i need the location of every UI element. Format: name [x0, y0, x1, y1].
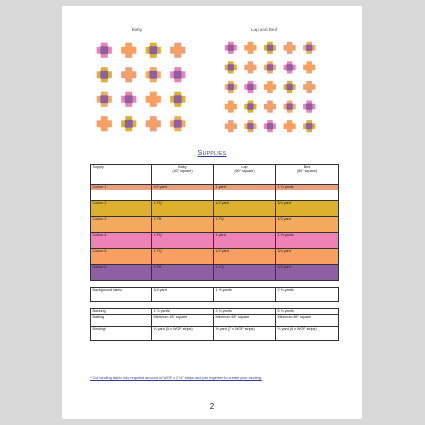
cell-bed: ⅔ yard (9 x WOF strips) [276, 327, 339, 341]
header-supply: Supply [91, 165, 152, 185]
cell-lap: 1/2 yard [214, 201, 276, 217]
table-row-colour-4 [91, 233, 339, 249]
cell-lap: 1 FQ [214, 265, 276, 281]
table-row-binding [91, 327, 339, 341]
cell-baby: 1 FB [152, 265, 214, 281]
quilt-block-centre [267, 103, 273, 109]
quilt-preview-baby [92, 38, 190, 136]
quilt-block-centre [228, 123, 234, 129]
cell-baby: 1 FB [152, 217, 214, 233]
quilt-block-centre [286, 64, 292, 70]
quilt-block-centre [149, 46, 157, 54]
table-row-colour-6 [91, 265, 339, 281]
cell-name: Colour 5 [91, 249, 152, 265]
quilt-block-centre [174, 120, 182, 128]
table-row-background [91, 288, 339, 302]
header-bed-label: Bed [303, 165, 311, 169]
cell-bed: 3/4 yard [276, 249, 339, 265]
quilt-block-centre [174, 71, 182, 79]
cell-name: Colour 2 [91, 201, 152, 217]
quilt-block-centre [247, 123, 253, 129]
header-baby-label: Baby [178, 165, 187, 169]
cell-name: Colour 6 [91, 265, 152, 281]
cell-name: Binding* [91, 327, 152, 341]
cell-lap: 1 FQ [214, 217, 276, 233]
header-lap [214, 165, 276, 185]
cell-baby: 1 FQ [152, 249, 214, 265]
header-bed-size: (80" square) [296, 169, 318, 174]
cell-bed: 5 ¾ yards [276, 309, 339, 315]
page-number: 2 [209, 402, 215, 411]
quilt-block-centre [100, 46, 108, 54]
quilt-block-centre [125, 120, 133, 128]
cell-bed: 3/4 yard [276, 201, 339, 217]
supplies-heading: Supplies [197, 150, 227, 157]
cell-lap: 3 ¾ yards [214, 309, 276, 315]
cell-name: Colour 4 [91, 233, 152, 249]
quilt-block-centre [267, 64, 273, 70]
cell-lap: 1/2 yard [214, 249, 276, 265]
quilt-label-lap-bed: Lap and Bed [250, 27, 278, 32]
cell-lap: 1 yard [214, 233, 276, 249]
quilt-block-centre [125, 95, 133, 103]
cell-baby: 3/4 yard [152, 288, 214, 302]
quilt-block-centre [100, 120, 108, 128]
quilt-block-centre [306, 123, 312, 129]
cell-name: Colour 1 [91, 185, 152, 201]
quilt-block-centre [306, 64, 312, 70]
quilt-block-centre [267, 45, 273, 51]
quilt-block-centre [286, 45, 292, 51]
cell-name: Colour 3 [91, 217, 152, 233]
quilt-block-centre [228, 45, 234, 51]
table-spacer [91, 302, 339, 309]
header-baby-size: (40" square) [172, 169, 193, 174]
header-baby [152, 165, 214, 185]
pattern-page [62, 6, 362, 419]
quilt-block-centre [174, 46, 182, 54]
cell-baby: 1 FQ [152, 201, 214, 217]
quilt-block-centre [247, 103, 253, 109]
quilt-block-centre [125, 71, 133, 79]
quilt-block-centre [267, 84, 273, 90]
cell-baby: 1 ¼ yards [152, 309, 214, 315]
table-row-colour-1 [91, 185, 339, 201]
cell-bed: 1/2 yard [276, 217, 339, 233]
spacer-cell [91, 302, 339, 309]
quilt-block-centre [100, 95, 108, 103]
quilt-block-centre [306, 45, 312, 51]
cell-lap: 1 yard [214, 185, 276, 201]
quilt-block-centre [100, 71, 108, 79]
cell-lap: 1 ½ yards [214, 288, 276, 302]
spacer-cell [91, 281, 339, 288]
cell-name: Backing [91, 309, 152, 315]
quilt-label-baby: Baby [131, 27, 143, 32]
header-lap-size: (60" square) [234, 169, 255, 174]
cell-baby: 1 FQ [152, 233, 214, 249]
quilt-block-centre [228, 103, 234, 109]
cell-name: Background fabric [91, 288, 152, 302]
cell-baby: Minimum 45" square [152, 315, 214, 327]
quilt-block-centre [228, 84, 234, 90]
cell-bed: 2 ¾ yards [276, 288, 339, 302]
quilt-block-centre [267, 123, 273, 129]
cell-lap: Minimum 65" square [214, 315, 276, 327]
quilt-block-centre [306, 84, 312, 90]
quilt-block-centre [149, 71, 157, 79]
cell-name: Batting [91, 315, 152, 327]
quilt-preview-lap-bed [221, 38, 319, 136]
cell-bed: 1 ¼ yards [276, 185, 339, 201]
table-spacer [91, 281, 339, 288]
supplies-table [90, 164, 339, 341]
quilt-block-centre [247, 64, 253, 70]
table-header-row [91, 165, 339, 185]
table-row-colour-5 [91, 249, 339, 265]
table-row-batting [91, 315, 339, 327]
cell-bed: Minimum 85" square [276, 315, 339, 327]
quilt-block-centre [286, 103, 292, 109]
quilt-block-centre [247, 84, 253, 90]
quilt-block-centre [286, 84, 292, 90]
quilt-block-centre [149, 120, 157, 128]
header-lap-label: Lap [241, 165, 248, 169]
table-row-colour-3 [91, 217, 339, 233]
cell-baby: ⅓ yard (5 x WOF strips) [152, 327, 214, 341]
quilt-block-centre [149, 95, 157, 103]
quilt-block-centre [125, 46, 133, 54]
header-bed [276, 165, 339, 185]
quilt-block-centre [247, 45, 253, 51]
quilt-block-centre [228, 64, 234, 70]
quilt-block-centre [174, 95, 182, 103]
cell-baby: 1/2 yard [152, 185, 214, 201]
cell-lap: ½ yard (7 x WOF strips) [214, 327, 276, 341]
quilt-block-centre [286, 123, 292, 129]
quilt-block-centre [306, 103, 312, 109]
table-row-colour-2 [91, 201, 339, 217]
binding-footnote: * Cut binding fabric into required amount of WOF x 2 ½" strips and join together to create your binding. [90, 376, 262, 380]
cell-bed: 1 ½ yards [276, 233, 339, 249]
cell-bed: 1/2 yard [276, 265, 339, 281]
